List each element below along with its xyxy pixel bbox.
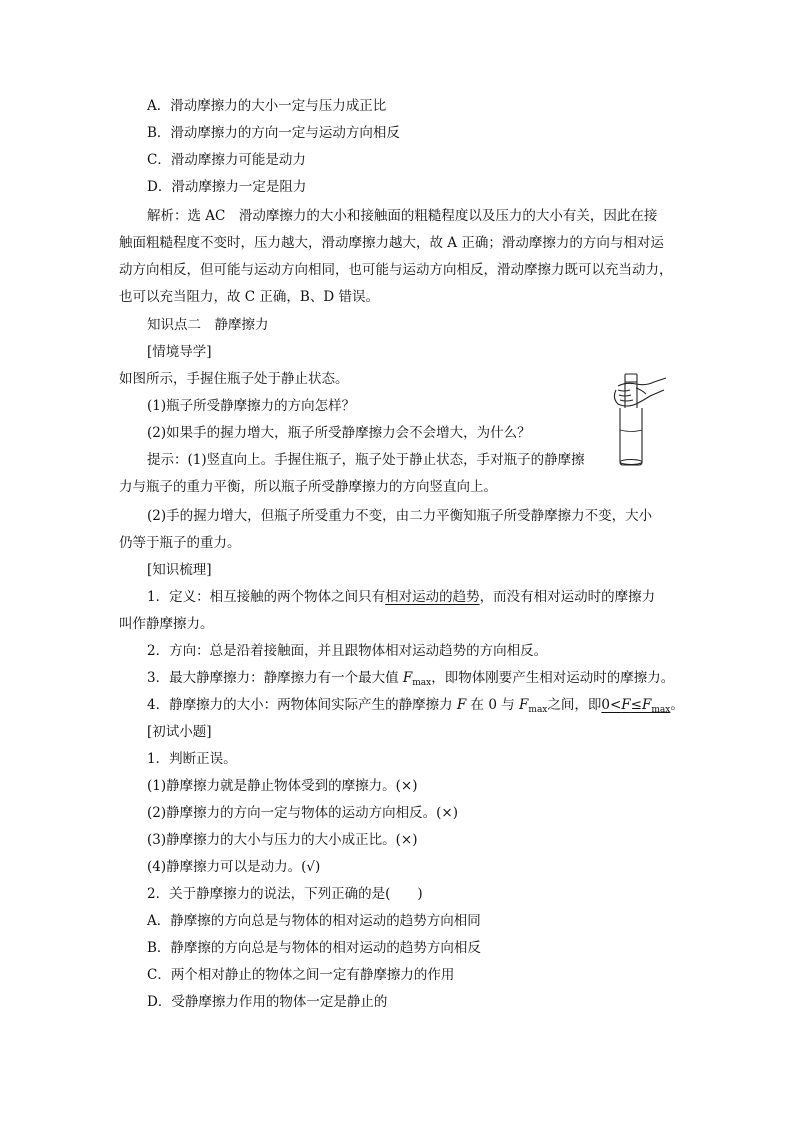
hint-line-1: 提示：(1)竖直向上。手握住瓶子，瓶子处于静止状态，手对瓶子的静摩擦 [147, 452, 585, 468]
fmax-subscript-2: max [528, 705, 548, 715]
definition-prefix: 1．定义：相互接触的两个物体之间只有 [147, 589, 386, 605]
trial-judge: 1．判断正误。 [147, 751, 237, 767]
judge-item-4: (4)静摩擦力可以是动力。(√) [147, 859, 321, 875]
guide-heading: [情境导学] [147, 344, 212, 360]
guide-intro: 如图所示，手握住瓶子处于静止状态。 [119, 371, 349, 387]
option-c: C．滑动摩擦力可能是动力 [147, 152, 306, 168]
option-a: A．滑动摩擦力的大小一定与压力成正比 [147, 98, 387, 114]
size-range [601, 697, 670, 713]
analysis-line-4: 也可以充当阻力，故 C 正确，B、D 错误。 [119, 289, 379, 305]
max-suffix: ，即物体刚要产生相对运动时的摩擦力。 [431, 670, 675, 686]
hint-line-3: (2)手的握力增大，但瓶子所受重力不变，由二力平衡知瓶子所受静摩擦力不变，大小 [147, 508, 653, 524]
range-start: 0< [601, 697, 622, 713]
definition-key-term: 相对运动的趋势 [385, 589, 480, 605]
section-title: 知识点二 静摩擦力 [147, 317, 269, 333]
question-2-option-c: C．两个相对静止的物体之间一定有静摩擦力的作用 [147, 967, 455, 983]
size-prefix: 4．静摩擦力的大小：两物体间实际产生的静摩擦力 [147, 697, 457, 713]
judge-item-3: (3)静摩擦力的大小与压力的大小成正比。(×) [147, 832, 418, 848]
f-symbol-3: F [621, 697, 631, 713]
question-2-option-d: D．受静摩擦力作用的物体一定是静止的 [147, 994, 388, 1010]
guide-question-2: (2)如果手的握力增大，瓶子所受静摩擦力会不会增大，为什么？ [147, 425, 531, 441]
judge-item-2: (2)静摩擦力的方向一定与物体的运动方向相反。(×) [147, 805, 458, 821]
range-le: ≤ [630, 697, 642, 713]
analysis-line-3: 动方向相反，但可能与运动方向相同，也可能与运动方向相反，滑动摩擦力既可以充当动力， [119, 262, 673, 278]
knowledge-magnitude [147, 695, 684, 720]
fmax-symbol-2: F [519, 697, 529, 713]
analysis-line-1: 解析：选 AC 滑动摩擦力的大小和接触面的粗糙程度以及压力的大小有关，因此在接 [147, 208, 658, 224]
question-2: 2．关于静摩擦力的说法，下列正确的是( ) [147, 886, 423, 902]
question-2-option-a: A．静摩擦的方向总是与物体的相对运动的趋势方向相同 [147, 913, 481, 929]
hand-holding-bottle-icon [606, 368, 668, 468]
size-end: 。 [670, 697, 684, 713]
fmax-symbol: F [402, 670, 413, 686]
fmax-symbol-3: F [641, 697, 652, 713]
analysis-line-2: 触面粗糙程度不变时，压力越大，滑动摩擦力越大，故 A 正确；滑动摩擦力的方向与相对运 [119, 235, 664, 251]
fmax-subscript-3: max [651, 705, 671, 715]
question-2-option-b: B．静摩擦的方向总是与物体的相对运动的趋势方向相反 [147, 940, 481, 956]
knowledge-definition-line-2: 叫作静摩擦力。 [119, 616, 214, 632]
judge-item-1: (1)静摩擦力就是静止物体受到的摩擦力。(×) [147, 778, 418, 794]
option-b: B．滑动摩擦力的方向一定与运动方向相反 [147, 125, 400, 141]
hint-line-2: 力与瓶子的重力平衡，所以瓶子所受静摩擦力的方向竖直向上。 [119, 479, 497, 495]
fmax-subscript: max [412, 678, 432, 688]
knowledge-direction: 2．方向：总是沿着接触面，并且跟物体相对运动趋势的方向相反。 [147, 643, 548, 659]
option-d: D．滑动摩擦力一定是阻力 [147, 179, 307, 195]
hint-line-4: 仍等于瓶子的重力。 [119, 535, 241, 551]
f-symbol: F [456, 697, 467, 713]
knowledge-definition [147, 587, 655, 607]
guide-question-1: (1)瓶子所受静摩擦力的方向怎样？ [147, 398, 356, 414]
definition-suffix: ，而没有相对运动时的摩擦力 [479, 589, 656, 605]
max-prefix: 3．最大静摩擦力：静摩擦力有一个最大值 [147, 670, 403, 686]
knowledge-max-static [147, 668, 674, 693]
size-mid-2: 之间，即 [547, 697, 602, 713]
trial-heading: [初试小题] [147, 724, 212, 740]
knowledge-heading: [知识梳理] [147, 562, 212, 578]
size-mid-1: 在 0 与 [466, 697, 520, 713]
